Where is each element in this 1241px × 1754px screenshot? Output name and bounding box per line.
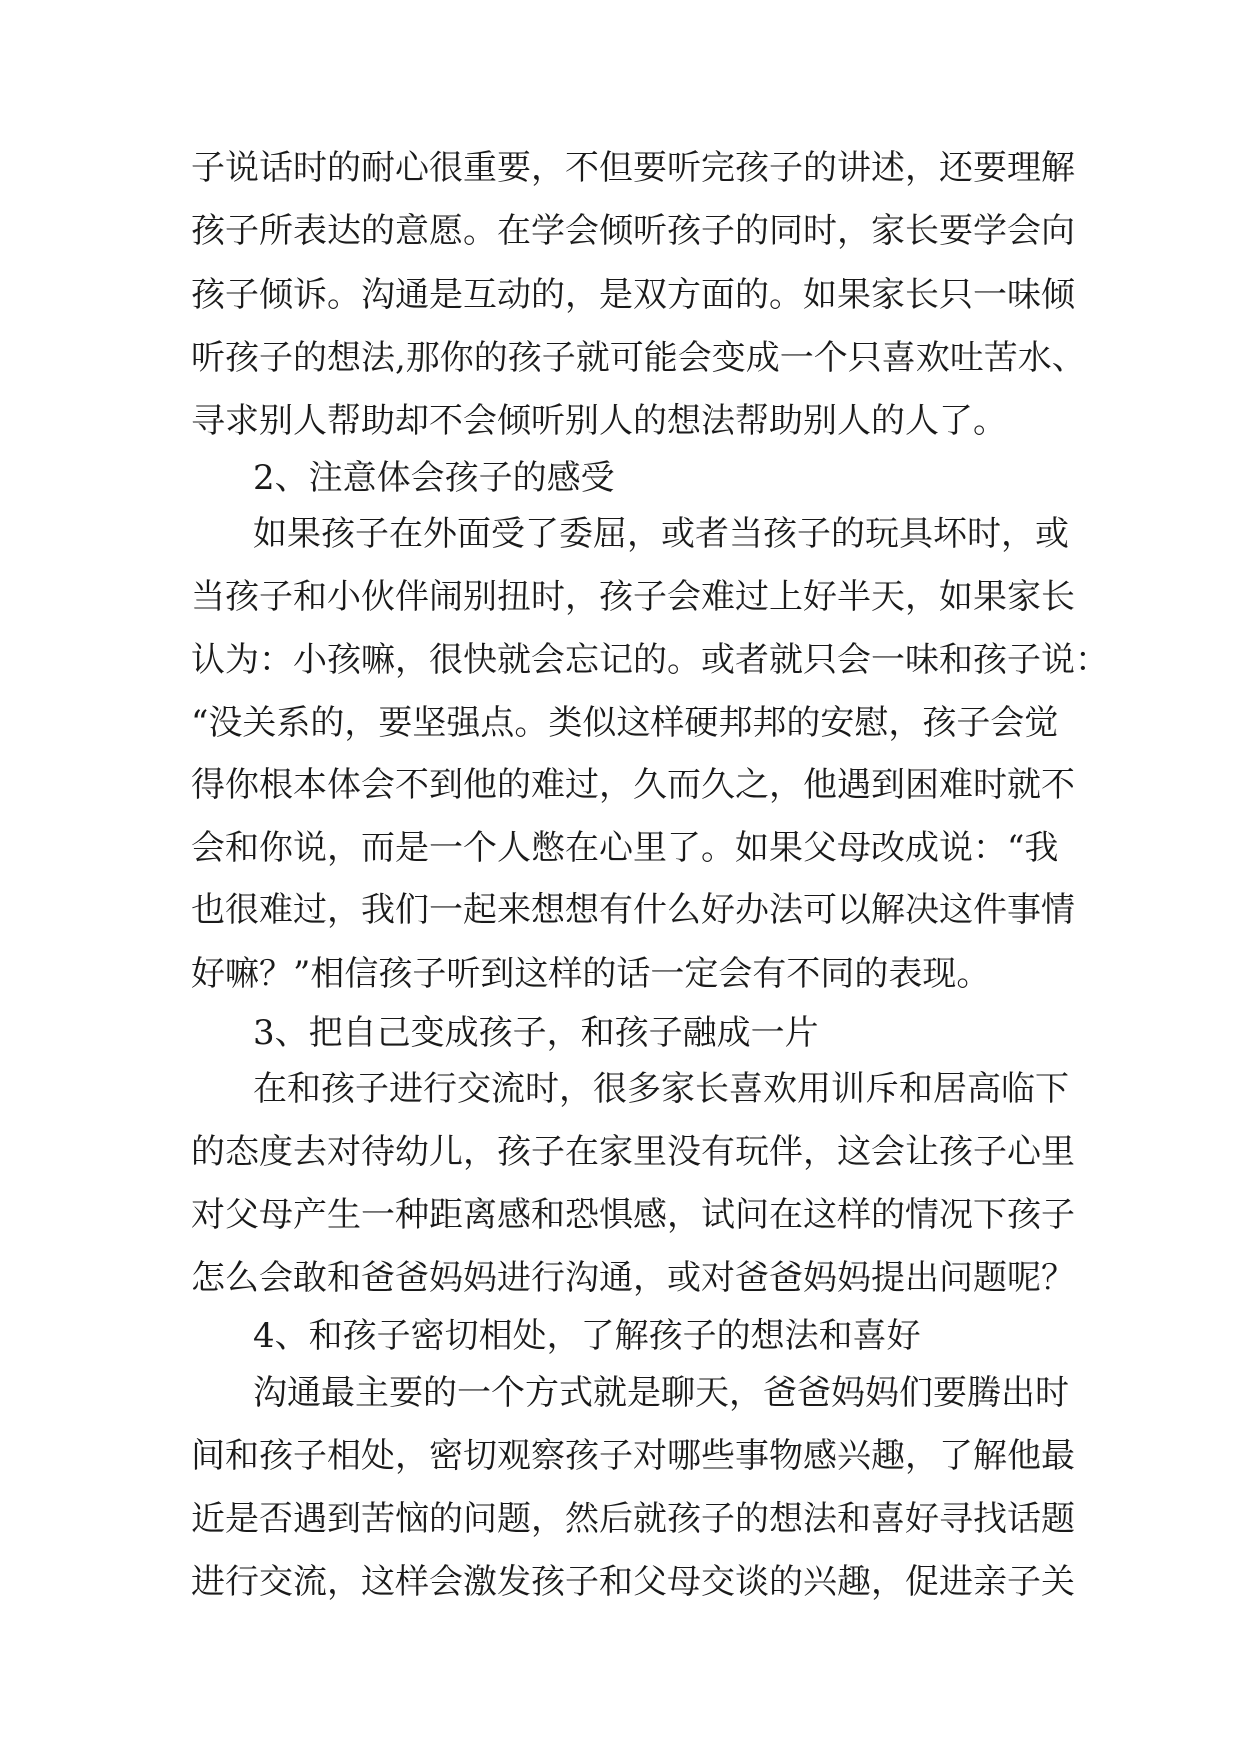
paragraph-line: 孩子倾诉。沟通是互动的，是双方面的。如果家长只一味倾: [191, 275, 1075, 315]
section-heading: 3、把自己变成孩子，和孩子融成一片: [253, 1013, 819, 1053]
paragraph-line: 当孩子和小伙伴闹别扭时，孩子会难过上好半天，如果家长: [191, 577, 1075, 617]
section-heading: 2、注意体会孩子的感受: [253, 458, 615, 498]
paragraph-line: 好嘛？”相信孩子听到这样的话一定会有不同的表现。: [191, 954, 991, 994]
paragraph-line: 也很难过，我们一起来想想有什么好办法可以解决这件事情: [191, 890, 1075, 930]
paragraph-line: 间和孩子相处，密切观察孩子对哪些事物感兴趣，了解他最: [191, 1436, 1075, 1476]
paragraph-line: 会和你说，而是一个人憋在心里了。如果父母改成说：“我: [191, 828, 1059, 868]
paragraph-line: “没关系的，要坚强点。类似这样硬邦邦的安慰，孩子会觉: [191, 703, 1059, 743]
paragraph-line: 听孩子的想法,那你的孩子就可能会变成一个只喜欢吐苦水、: [191, 338, 1086, 378]
paragraph-line: 进行交流，这样会激发孩子和父母交谈的兴趣，促进亲子关: [191, 1562, 1075, 1602]
paragraph-line: 怎么会敢和爸爸妈妈进行沟通，或对爸爸妈妈提出问题呢？: [191, 1258, 1075, 1298]
paragraph-line: 得你根本体会不到他的难过，久而久之，他遇到困难时就不: [191, 765, 1075, 805]
paragraph-line: 孩子所表达的意愿。在学会倾听孩子的同时，家长要学会向: [191, 211, 1075, 251]
paragraph-line: 近是否遇到苦恼的问题，然后就孩子的想法和喜好寻找话题: [191, 1499, 1075, 1539]
paragraph-line: 寻求别人帮助却不会倾听别人的想法帮助别人的人了。: [191, 401, 1007, 441]
paragraph-line: 子说话时的耐心很重要，不但要听完孩子的讲述，还要理解: [191, 148, 1075, 188]
paragraph-line: 在和孩子进行交流时，很多家长喜欢用训斥和居高临下: [253, 1069, 1069, 1109]
paragraph-line: 如果孩子在外面受了委屈，或者当孩子的玩具坏时，或: [253, 514, 1069, 554]
paragraph-line: 对父母产生一种距离感和恐惧感，试问在这样的情况下孩子: [191, 1195, 1075, 1235]
paragraph-line: 认为：小孩嘛，很快就会忘记的。或者就只会一味和孩子说：: [191, 640, 1109, 680]
section-heading: 4、和孩子密切相处，了解孩子的想法和喜好: [253, 1316, 921, 1356]
paragraph-line: 的态度去对待幼儿，孩子在家里没有玩伴，这会让孩子心里: [191, 1132, 1075, 1172]
paragraph-line: 沟通最主要的一个方式就是聊天，爸爸妈妈们要腾出时: [253, 1373, 1069, 1413]
